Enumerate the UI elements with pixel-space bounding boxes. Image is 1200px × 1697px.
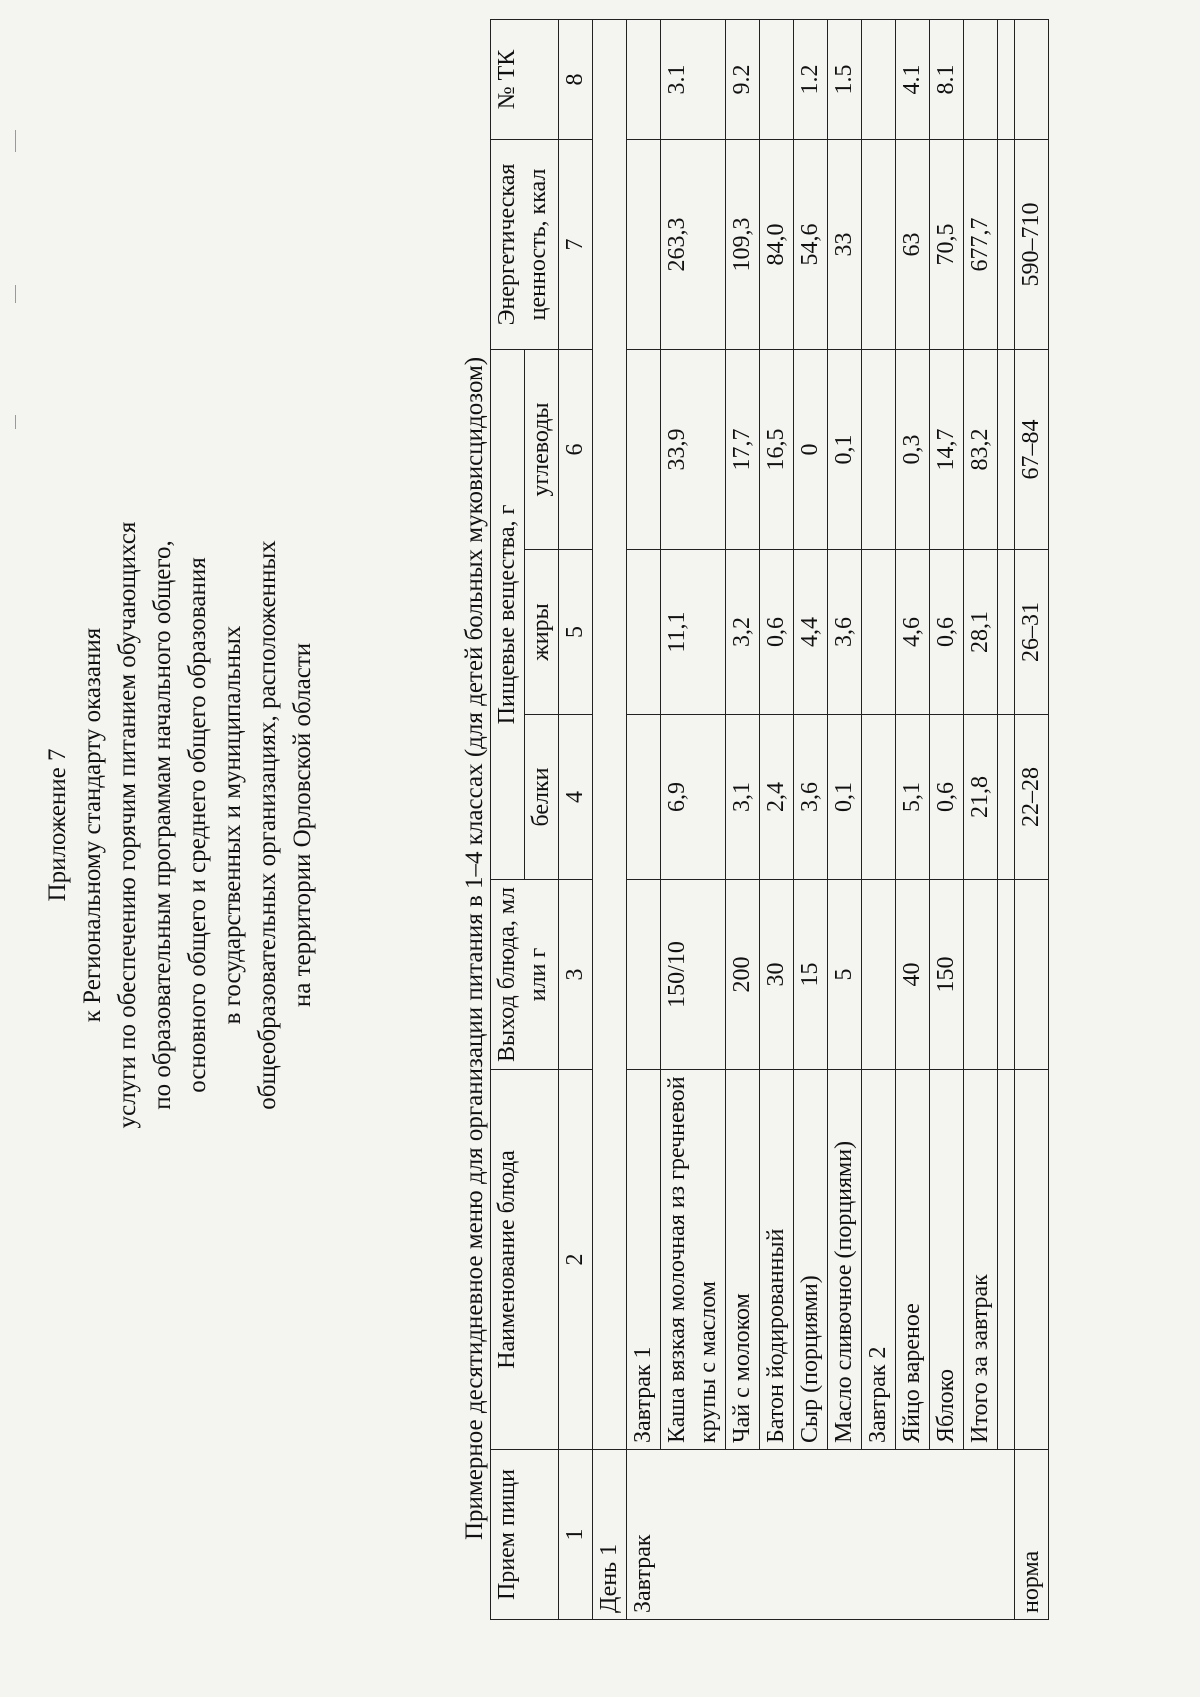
heading-line: общеобразовательных организациях, расположенных	[254, 540, 281, 1110]
total-energy: 677,7	[964, 139, 998, 349]
proteins-value: 3,1	[726, 715, 760, 880]
total-label: Итого за завтрак	[964, 1070, 998, 1450]
heading-line: услуги по обеспечению горячим питанием обучающихся	[114, 521, 141, 1129]
dish-yield: 5	[828, 880, 862, 1070]
dish-name: Чай с молоком	[726, 1070, 760, 1450]
column-number: 5	[559, 550, 593, 715]
header-meal: Прием пищи	[491, 1450, 559, 1620]
dish-name: Масло сливочное (порциями)	[828, 1070, 862, 1450]
carbs-value: 0,1	[828, 349, 862, 549]
energy-value: 33	[828, 139, 862, 349]
header-dish: Наименование блюда	[491, 1070, 559, 1450]
dish-name: Яблоко	[930, 1070, 964, 1450]
subsection-label: Завтрак 1	[627, 1070, 661, 1450]
fats-value: 3,6	[828, 550, 862, 715]
dish-yield: 200	[726, 880, 760, 1070]
heading-line: основного общего и среднего общего образования	[184, 557, 211, 1093]
norm-row	[1015, 19, 1049, 1619]
table-row	[828, 19, 862, 1619]
subsection-label: Завтрак 2	[862, 1070, 896, 1450]
dish-name: Яйцо вареное	[896, 1070, 930, 1450]
carbs-value: 33,9	[661, 349, 726, 549]
tk-value: 1.2	[794, 19, 828, 139]
heading-line: к Региональному стандарту оказания	[79, 627, 106, 1023]
column-number: 8	[559, 19, 593, 139]
fats-value: 0,6	[760, 550, 794, 715]
header-carbs: углеводы	[525, 349, 559, 549]
proteins-value: 2,4	[760, 715, 794, 880]
day-row	[593, 19, 627, 1619]
heading-line: по образовательным программам начального общего,	[149, 540, 176, 1110]
total-fats: 28,1	[964, 550, 998, 715]
column-number-row	[559, 19, 593, 1619]
energy-value: 70,5	[930, 139, 964, 349]
proteins-value: 0,6	[930, 715, 964, 880]
energy-value: 263,3	[661, 139, 726, 349]
tk-value: 4.1	[896, 19, 930, 139]
header-energy: Энергетическая ценность, ккал	[491, 139, 559, 349]
tk-value: 1.5	[828, 19, 862, 139]
table-row	[930, 19, 964, 1619]
tk-value: 3.1	[661, 19, 726, 139]
scan-mark	[15, 415, 16, 429]
column-number: 4	[559, 715, 593, 880]
dish-name: Каша вязкая молочная из гречневой крупы с маслом	[661, 1070, 726, 1450]
dish-yield: 150	[930, 880, 964, 1070]
tk-value: 8.1	[930, 19, 964, 139]
carbs-value: 0,3	[896, 349, 930, 549]
norm-energy: 590–710	[1015, 139, 1049, 349]
carbs-value: 16,5	[760, 349, 794, 549]
meal-label: Завтрак	[627, 1450, 1015, 1620]
tk-value: 9.2	[726, 19, 760, 139]
carbs-value: 0	[794, 349, 828, 549]
fats-value: 4,4	[794, 550, 828, 715]
dish-name: Батон йодированный	[760, 1070, 794, 1450]
header-row	[491, 19, 525, 1619]
carbs-value: 17,7	[726, 349, 760, 549]
energy-value: 63	[896, 139, 930, 349]
column-number: 7	[559, 139, 593, 349]
dish-yield: 15	[794, 880, 828, 1070]
scan-mark	[15, 285, 16, 303]
carbs-value: 14,7	[930, 349, 964, 549]
spacer-row	[998, 19, 1015, 1619]
scan-mark	[15, 130, 16, 152]
dish-yield: 150/10	[661, 880, 726, 1070]
total-proteins: 21,8	[964, 715, 998, 880]
norm-fats: 26–31	[1015, 550, 1049, 715]
energy-value: 109,3	[726, 139, 760, 349]
table-caption: Примерное десятидневное меню для организации питания в 1–4 классах (для детей больных муковисцидозом)	[461, 356, 488, 1540]
dish-name: Сыр (порциями)	[794, 1070, 828, 1450]
proteins-value: 0,1	[828, 715, 862, 880]
day-label: День 1	[593, 1450, 627, 1620]
table-row	[726, 19, 760, 1619]
header-proteins: белки	[525, 715, 559, 880]
dish-yield: 40	[896, 880, 930, 1070]
energy-value: 54,6	[794, 139, 828, 349]
appendix-title: Приложение 7	[44, 748, 71, 902]
table-row	[760, 19, 794, 1619]
header-fats: жиры	[525, 550, 559, 715]
header-tk: № ТК	[491, 19, 559, 139]
menu-table	[490, 19, 1049, 1620]
fats-value: 0,6	[930, 550, 964, 715]
day-row-empty	[593, 19, 627, 1449]
rotated-document	[40, 0, 1160, 1650]
norm-label: норма	[1015, 1450, 1049, 1620]
norm-proteins: 22–28	[1015, 715, 1049, 880]
table-row	[661, 19, 726, 1619]
norm-carbs: 67–84	[1015, 349, 1049, 549]
fats-value: 4,6	[896, 550, 930, 715]
column-number: 3	[559, 880, 593, 1070]
tk-value	[760, 19, 794, 139]
proteins-value: 6,9	[661, 715, 726, 880]
total-carbs: 83,2	[964, 349, 998, 549]
proteins-value: 3,6	[794, 715, 828, 880]
total-row	[964, 19, 998, 1619]
column-number: 2	[559, 1070, 593, 1450]
subsection-row	[627, 19, 661, 1619]
column-number: 1	[559, 1450, 593, 1620]
document-heading	[40, 0, 320, 1650]
table-row	[794, 19, 828, 1619]
fats-value: 3,2	[726, 550, 760, 715]
header-yield: Выход блюда, мл или г	[491, 880, 559, 1070]
heading-line: на территории Орловской области	[289, 642, 316, 1008]
dish-yield: 30	[760, 880, 794, 1070]
energy-value: 84,0	[760, 139, 794, 349]
table-row	[896, 19, 930, 1619]
column-number: 6	[559, 349, 593, 549]
fats-value: 11,1	[661, 550, 726, 715]
proteins-value: 5,1	[896, 715, 930, 880]
subsection-row	[862, 19, 896, 1619]
heading-line: в государственных и муниципальных	[219, 625, 246, 1025]
header-nutrients: Пищевые вещества, г	[491, 349, 525, 879]
